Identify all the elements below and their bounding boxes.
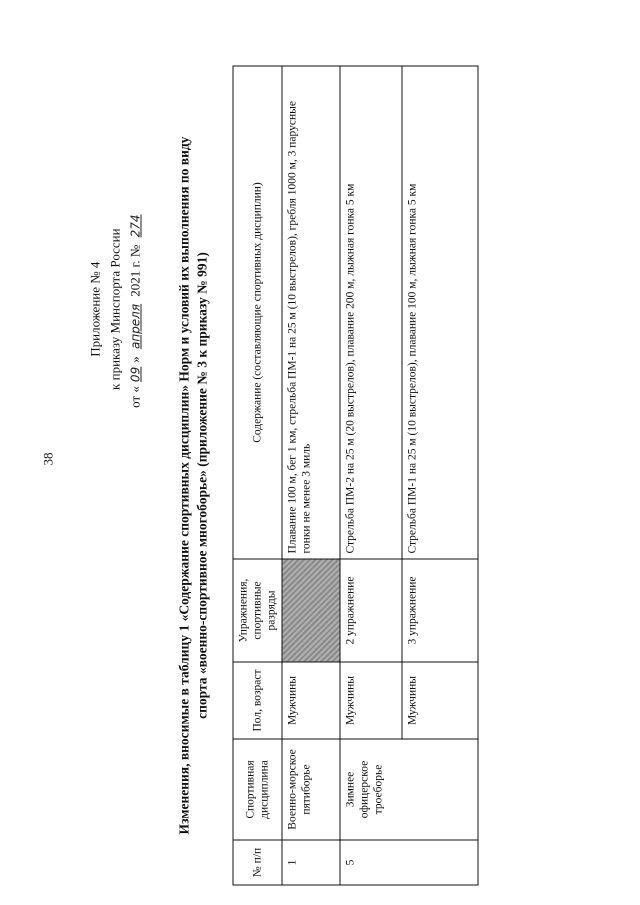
cell-sex-age: Мужчины (282, 662, 340, 739)
handwritten-day: 09 (128, 366, 142, 382)
cell-discipline: Зимнее офицерское троеборье (340, 739, 478, 840)
header-sex-age: Пол, возраст (233, 662, 282, 739)
cell-sex-age: Мужчины (340, 662, 402, 739)
table-row (340, 66, 402, 885)
cell-num: 5 (340, 840, 478, 885)
date-mid: » (127, 355, 142, 363)
header-num: № п/п (233, 840, 282, 885)
handwritten-month: апреля (128, 303, 142, 349)
cell-content: Стрельба ПМ-1 на 25 м (10 выстрелов), плавание 100 м, лыжная гонка 5 км (402, 66, 478, 559)
disciplines-table (232, 65, 478, 885)
header-discipline: Спортивная дисциплина (233, 739, 282, 840)
header-content: Содержание (составляющие спортивных дисциплин) (233, 66, 282, 559)
cell-sex-age: Мужчины (402, 662, 478, 739)
appendix-title: Приложение № 4 (87, 261, 102, 357)
cell-content: Плавание 100 м, бег 1 км, стрельба ПМ-1 на 25 м (10 выстрелов), гребля 1000 м, 3 парусные гонки не менее 3 миль (282, 66, 340, 559)
table-header-row (233, 66, 282, 885)
title-line-1: Изменения, вносимые в таблицу 1 «Содержание спортивных дисциплин» Норм и условий их выполнения по виду (176, 136, 191, 834)
date-prefix: от « (127, 385, 142, 408)
title-line-2: спорта «военно-спортивное многоборье» (приложение № 3 к приказу № 991) (194, 251, 209, 719)
cell-exercise: 3 упражнение (402, 559, 478, 662)
cell-discipline: Военно-морское пятиборье (282, 739, 340, 840)
document-title (175, 105, 211, 865)
cell-num: 1 (282, 840, 340, 885)
cell-exercise: 2 упражнение (340, 559, 402, 662)
cell-content: Стрельба ПМ-2 на 25 м (20 выстрелов), плавание 200 м, лыжная гонка 5 км (340, 66, 402, 559)
table-row (282, 66, 340, 885)
cell-exercise-shaded (282, 559, 340, 662)
date-year: 2021 г. № (127, 244, 142, 297)
handwritten-order-number: 274 (128, 214, 142, 237)
appendix-date-line (125, 210, 145, 407)
header-exercise: Упражнения, спортивные разряды (233, 559, 282, 662)
appendix-order-ref: к приказу Минспорта России (107, 227, 122, 390)
appendix-block (85, 210, 145, 407)
page-number: 38 (40, 452, 55, 465)
